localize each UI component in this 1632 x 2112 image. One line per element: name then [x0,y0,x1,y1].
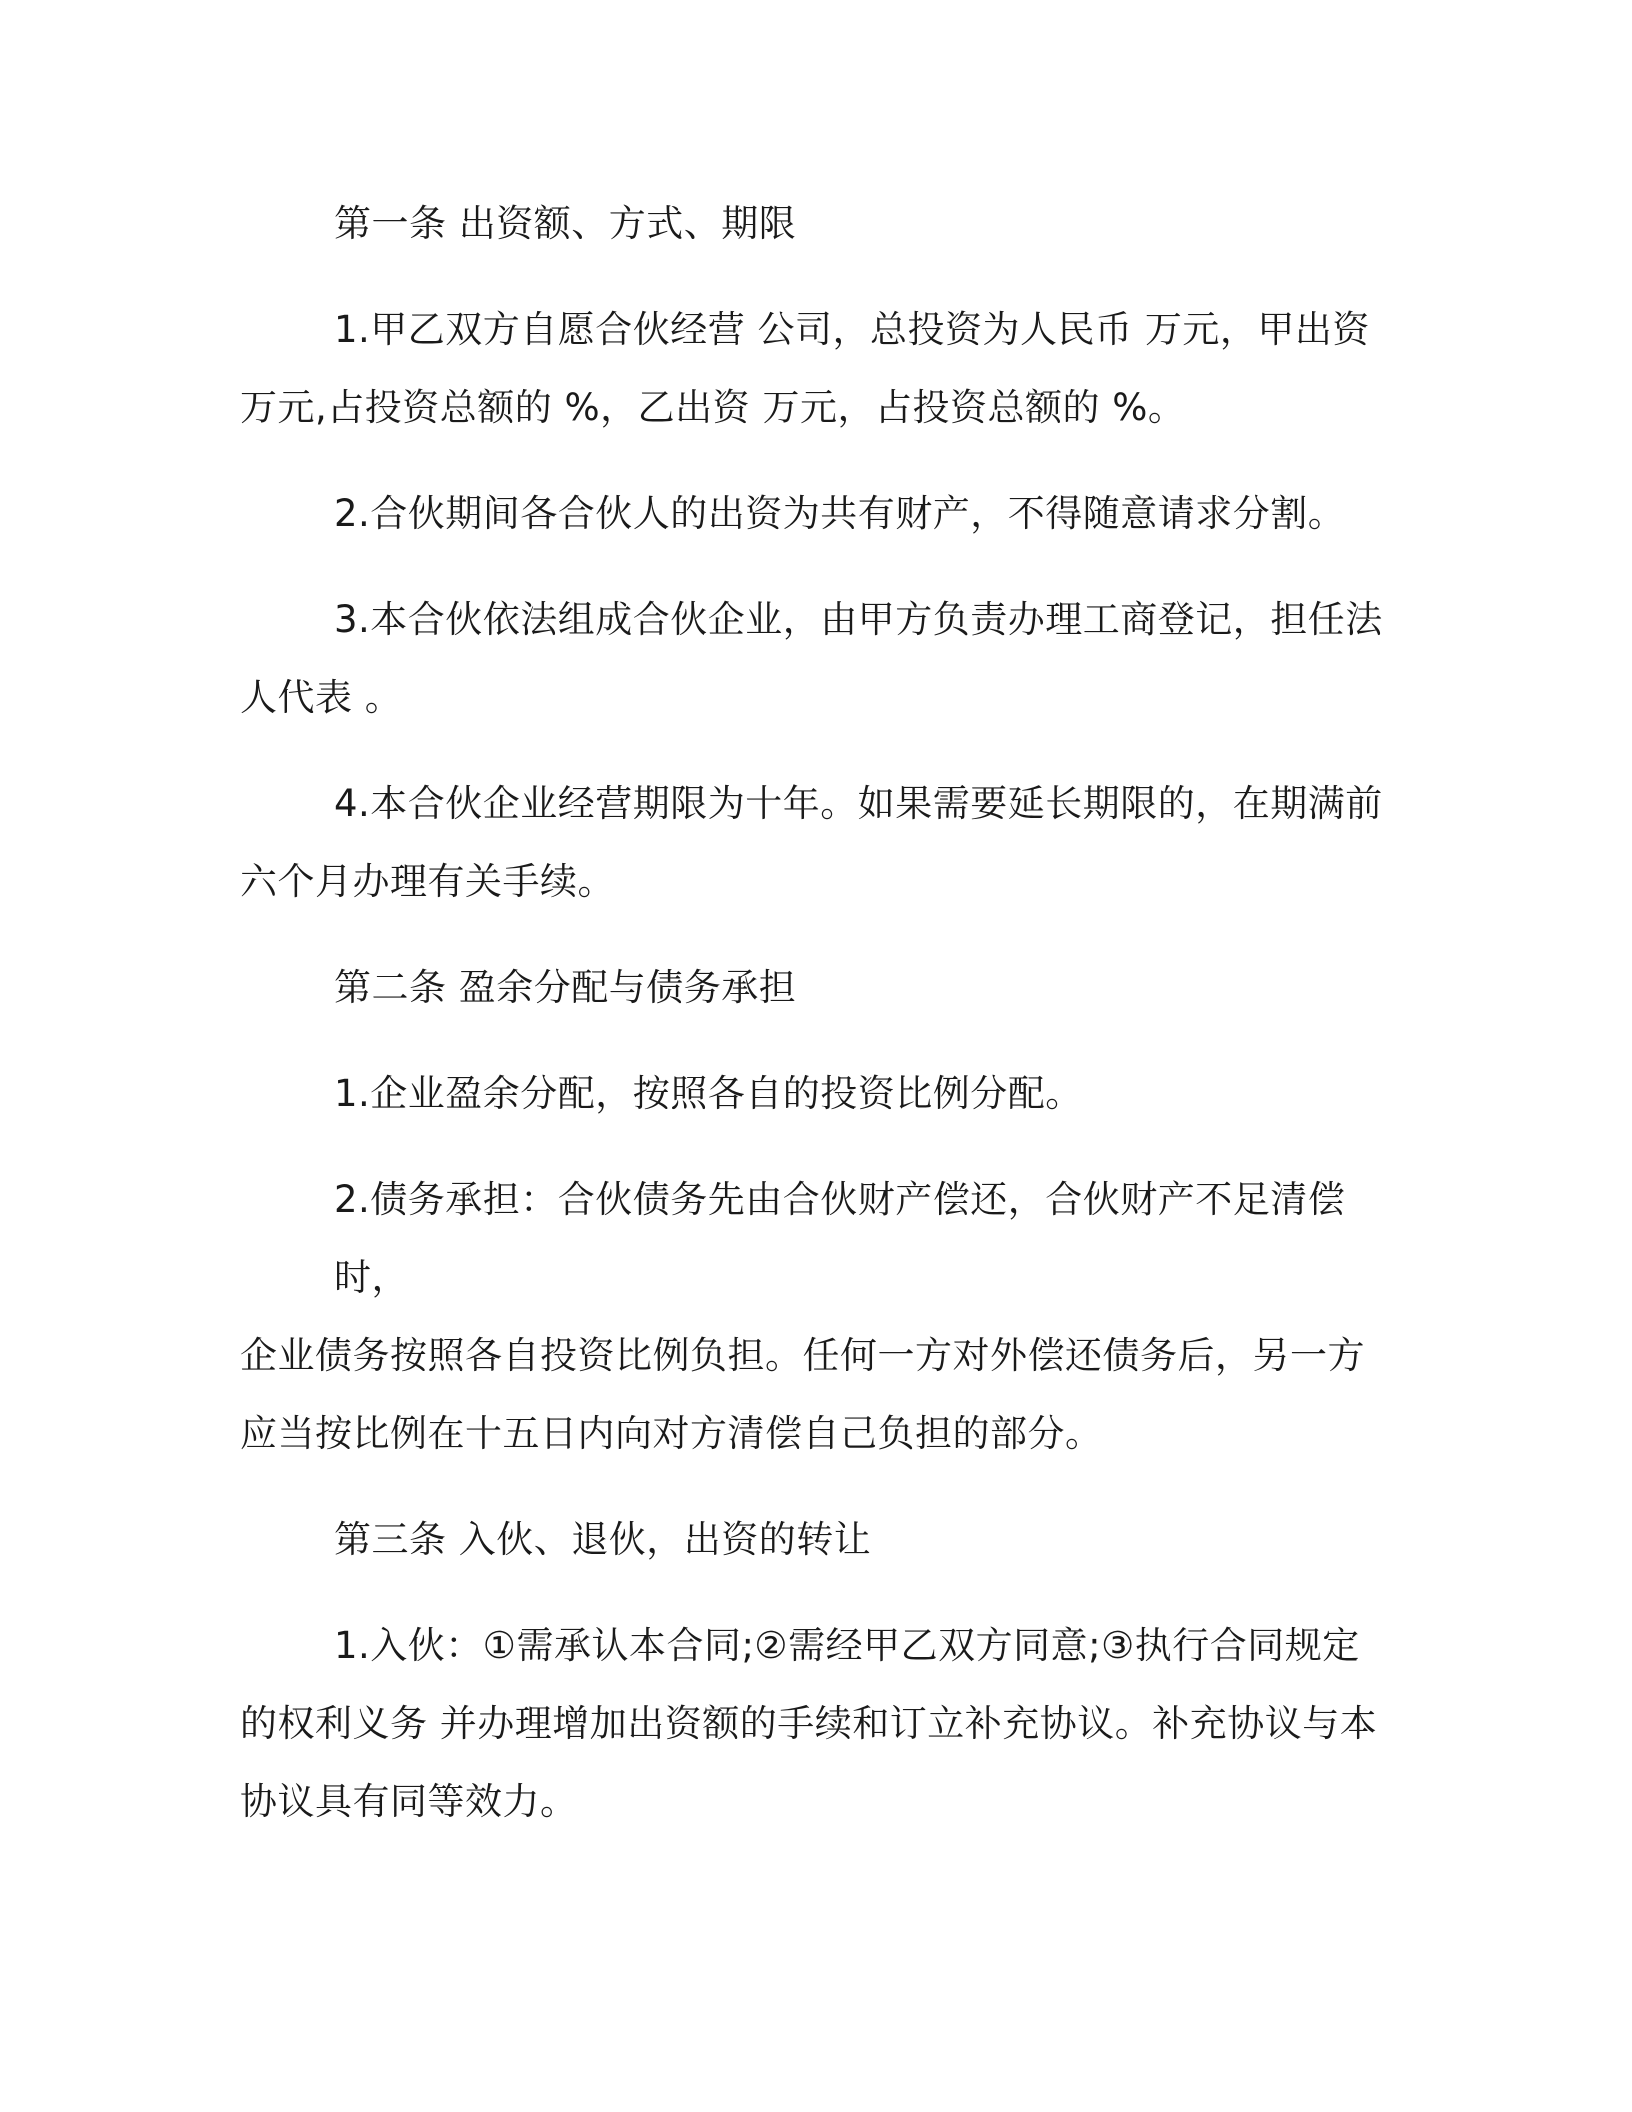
paragraph-line: 的权利义务 并办理增加出资额的手续和订立补充协议。补充协议与本 [240,1702,1378,1745]
paragraph-line: 2.合伙期间各合伙人的出资为共有财产，不得随意请求分割。 [334,492,1346,535]
section-heading-2: 第二条 盈余分配与债务承担 [334,966,797,1009]
paragraph-line: 1.甲乙双方自愿合伙经营 公司，总投资为人民币 万元，甲出资 [334,308,1370,351]
section-1-paragraph-4 [240,765,1390,921]
paragraph-line: 1.企业盈余分配，按照各自的投资比例分配。 [334,1072,1083,1115]
document-body [240,185,1390,1869]
section-heading-3: 第三条 入伙、退伙，出资的转让 [334,1518,872,1561]
section-2-paragraph-1 [240,1055,1390,1133]
section-1-paragraph-2 [240,475,1390,553]
section-3-paragraph-1 [240,1607,1390,1841]
section-heading-1: 第一条 出资额、方式、期限 [334,202,797,245]
section-1-paragraph-1 [240,291,1390,447]
paragraph-line: 万元,占投资总额的 %，乙出资 万元，占投资总额的 %。 [240,386,1186,429]
paragraph-line: 1.入伙：①需承认本合同;②需经甲乙双方同意;③执行合同规定 [334,1624,1360,1667]
paragraph-line: 4.本合伙企业经营期限为十年。如果需要延长期限的，在期满前 [334,782,1383,825]
paragraph-line: 2.债务承担：合伙债务先由合伙财产偿还，合伙财产不足清偿时， [334,1178,1346,1299]
paragraph-line: 企业债务按照各自投资比例负担。任何一方对外偿还债务后，另一方 [240,1334,1365,1377]
paragraph-line: 3.本合伙依法组成合伙企业，由甲方负责办理工商登记，担任法 [334,598,1383,641]
paragraph-line: 人代表 。 [240,676,403,719]
section-1-paragraph-3 [240,581,1390,737]
paragraph-line: 六个月办理有关手续。 [240,860,615,903]
paragraph-line: 应当按比例在十五日内向对方清偿自己负担的部分。 [240,1412,1103,1455]
paragraph-line: 协议具有同等效力。 [240,1780,578,1823]
section-2-paragraph-2 [240,1161,1390,1473]
